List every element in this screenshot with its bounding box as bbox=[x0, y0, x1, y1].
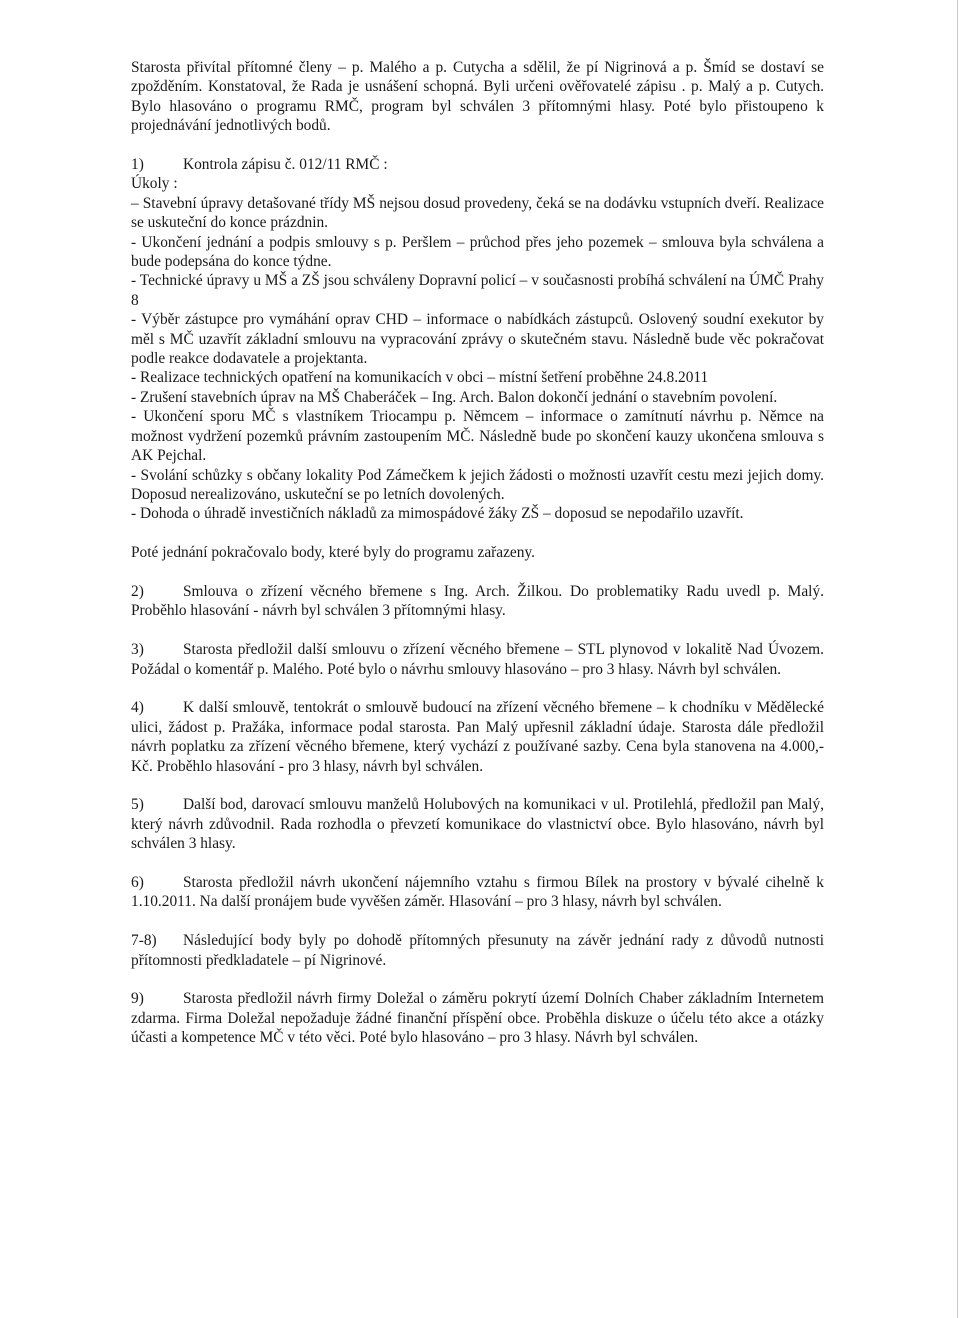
task-item: - Realizace technických opatření na komunikacích v obci – místní šetření proběhne 24.8.2011 bbox=[131, 369, 709, 387]
task-item: - Technické úpravy u MŠ a ZŠ jsou schváleny Dopravní policí – v současnosti probíhá schválení na ÚMČ Prahy 8 bbox=[131, 272, 824, 309]
agenda-item-5 bbox=[131, 795, 824, 853]
scan-edge-line bbox=[957, 0, 958, 1318]
item-1-title: Kontrola zápisu č. 012/11 RMČ : bbox=[183, 156, 388, 174]
agenda-item-text: Následující body byly po dohodě přítomných přesunuty na závěr jednání rady z důvodů nutnosti přítomnosti předkladatele – pí Nigrinové. bbox=[131, 932, 824, 969]
agenda-item-2 bbox=[131, 582, 824, 621]
document-page bbox=[131, 58, 824, 1048]
agenda-item-number: 4) bbox=[131, 699, 144, 717]
agenda-item-number: 9) bbox=[131, 990, 144, 1008]
task-item: - Dohoda o úhradě investičních nákladů za mimospádové žáky ZŠ – doposud se nepodařilo uzavřít. bbox=[131, 505, 744, 523]
agenda-item-9 bbox=[131, 989, 824, 1047]
task-item: - Výběr zástupce pro vymáhání oprav CHD – informace o nabídkách zástupců. Oslovený soudní exekutor by měl s MČ uzavřít základní smlouvu na vypracování zprávy o skutečném stavu. Následně bude věc pokračovat podle reakce dodavatele a projektanta. bbox=[131, 311, 824, 368]
item-1-heading bbox=[131, 155, 824, 174]
task-item: – Stavební úpravy detašované třídy MŠ nejsou dosud provedeny, čeká se na dodávku vstupních dveří. Realizace se uskuteční do konce prázdnin. bbox=[131, 194, 824, 232]
task-item: - Zrušení stavebních úprav na MŠ Chaberáček – Ing. Arch. Balon dokončí jednání o stavebním povolení. bbox=[131, 388, 778, 406]
tasks-label: Úkoly : bbox=[131, 175, 178, 193]
agenda-item-number: 3) bbox=[131, 641, 144, 659]
agenda-item-7-8 bbox=[131, 931, 824, 970]
task-item: - Svolání schůzky s občany lokality Pod Zámečkem k jejich žádosti o možnosti uzavřít cestu mezi jejich domy. Doposud nerealizováno, uskuteční se po letních dovolených. bbox=[131, 466, 824, 503]
agenda-item-text: Starosta předložil návrh firmy Doležal o záměru pokrytí území Dolních Chaber základním Internetem zdarma. Firma Doležal nepožaduje žádné finanční příspění obce. Proběhla diskuze o účelu této akce a otázky účasti a kompetence MČ v této věci. Poté bylo hlasováno – pro 3 hlasy. Návrh byl schválen. bbox=[131, 990, 824, 1047]
agenda-item-number: 2) bbox=[131, 582, 144, 600]
agenda-item-6 bbox=[131, 873, 824, 912]
agenda-item-text: Starosta předložil další smlouvu o zřízení věcného břemene – STL plynovod v lokalitě Nad Úvozem. Požádal o komentář p. Malého. Poté bylo o návrhu smlouvy hlasováno – pro 3 hlasy. Návrh byl schválen. bbox=[131, 641, 824, 678]
continuation-paragraph: Poté jednání pokračovalo body, které byly do programu zařazeny. bbox=[131, 544, 536, 562]
agenda-item-text: Smlouva o zřízení věcného břemene s Ing. Arch. Žilkou. Do problematiky Radu uvedl p. Malý. Proběhlo hlasování - návrh byl schválen 3 přítomnými hlasy. bbox=[131, 582, 824, 620]
agenda-item-number: 6) bbox=[131, 873, 144, 891]
agenda-item-4 bbox=[131, 698, 824, 776]
task-item: - Ukončení sporu MČ s vlastníkem Triocampu p. Němcem – informace o zamítnutí návrhu p. Němce na možnost vydržení pozemků právním zastoupením MČ. Následně bude po skončení kauzy ukončena smlouva s AK Pejchal. bbox=[131, 408, 824, 465]
intro-paragraph: Starosta přivítal přítomné členy – p. Malého a p. Cutycha a sdělil, že pí Nigrinová a p. Šmíd se dostaví se zpožděním. Konstatoval, že Rada je usnášení schopná. Byli určeni ověřovatelé zápisu . p. Malý a p. Cutych. Bylo hlasováno o programu RMČ, program byl schválen 3 přítomnými hlasy. Poté bylo přistoupeno k projednávání jednotlivých bodů. bbox=[131, 59, 824, 135]
agenda-item-3 bbox=[131, 640, 824, 679]
agenda-item-text: Starosta předložil návrh ukončení nájemního vztahu s firmou Bílek na prostory v bývalé cihelně k 1.10.2011. Na další pronájem bude vyvěšen záměr. Hlasování – pro 3 hlasy, návrh byl schválen. bbox=[131, 873, 824, 911]
agenda-item-text: K další smlouvě, tentokrát o smlouvě budoucí na zřízení věcného břemene – k chodníku v Mědělecké ulici, žádost p. Pražáka, informace podal starosta. Pan Malý upřesnil základní údaje. Starosta dále předložil návrh poplatku za zřízení věcného břemene, který vychází z používané sazby. Cena byla stanovena na 4.000,- Kč. Proběhlo hlasování - pro 3 hlasy, návrh byl schválen. bbox=[131, 699, 824, 775]
task-item: - Ukončení jednání a podpis smlouvy s p. Peršlem – průchod přes jeho pozemek – smlouva byla schválena a bude podepsána do konce týdne. bbox=[131, 233, 824, 271]
agenda-item-number: 7-8) bbox=[131, 932, 157, 950]
agenda-item-text: Další bod, darovací smlouvu manželů Holubových na komunikaci v ul. Protilehlá, předložil pan Malý, který návrh zdůvodnil. Rada rozhodla o převzetí komunikace do vlastnictví obce. Bylo hlasováno, návrh byl schválen 3 hlasy. bbox=[131, 796, 824, 853]
item-1-number: 1) bbox=[131, 156, 144, 174]
agenda-item-number: 5) bbox=[131, 796, 144, 814]
